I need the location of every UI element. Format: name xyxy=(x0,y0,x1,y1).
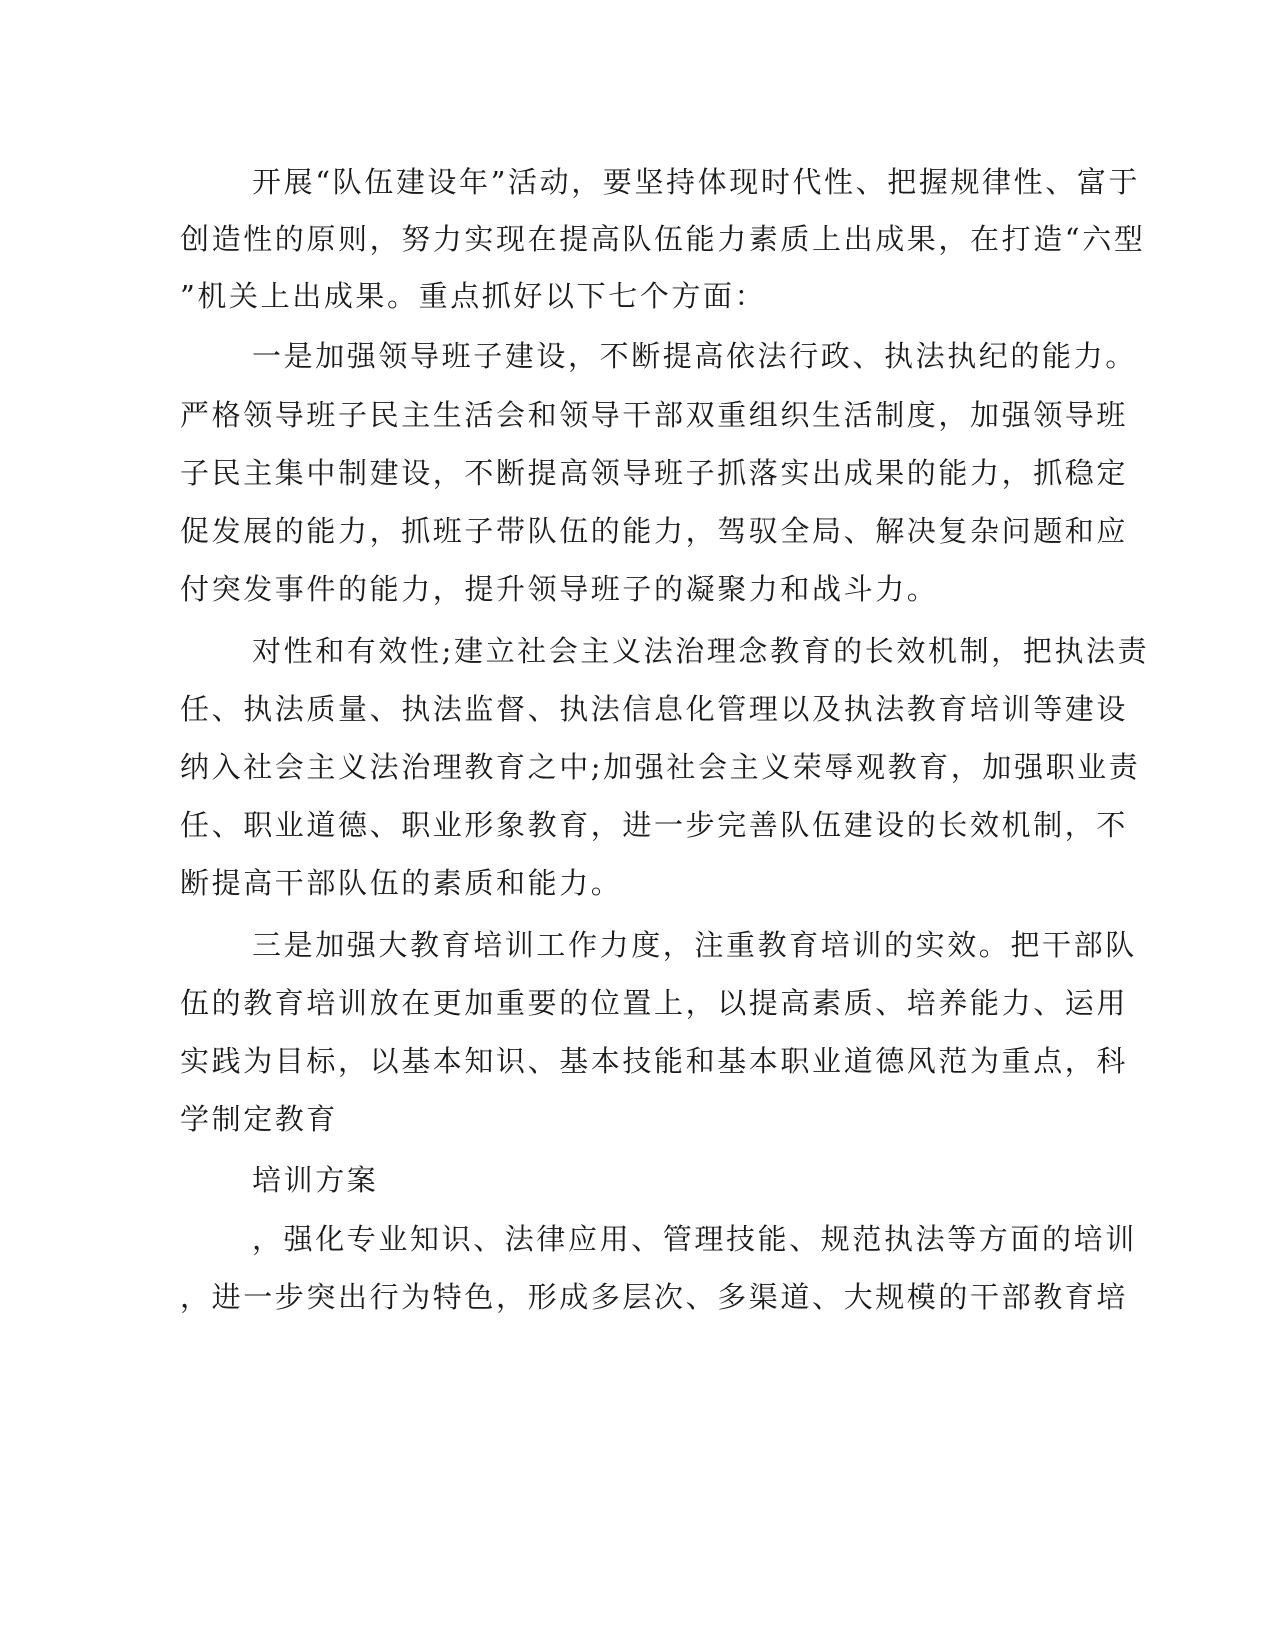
text-line: 培训方案 xyxy=(252,1163,379,1197)
text-line: 三是加强大教育培训工作力度，注重教育培训的实效。把干部队 xyxy=(252,928,1137,962)
text-line: ，进一步突出行为特色，形成多层次、多渠道、大规模的干部教育培 xyxy=(180,1280,1129,1314)
text-line: 任、执法质量、执法监督、执法信息化管理以及执法教育培训等建设 xyxy=(180,692,1129,726)
text-line: 促发展的能力，抓班子带队伍的能力，驾驭全局、解决复杂问题和应 xyxy=(180,514,1129,548)
text-line: 子民主集中制建设，不断提高领导班子抓落实出成果的能力，抓稳定 xyxy=(180,456,1129,490)
text-line: 学制定教育 xyxy=(180,1102,339,1136)
text-line: 断提高干部队伍的素质和能力。 xyxy=(180,866,623,900)
text-line: ”机关上出成果。重点抓好以下七个方面： xyxy=(180,279,767,313)
text-line: 开展“队伍建设年”活动，要坚持体现时代性、把握规律性、富于 xyxy=(252,165,1141,199)
text-line: 任、职业道德、职业形象教育，进一步完善队伍建设的长效机制，不 xyxy=(180,808,1129,842)
text-line: 伍的教育培训放在更加重要的位置上，以提高素质、培养能力、运用 xyxy=(180,986,1129,1020)
text-line: 严格领导班子民主生活会和领导干部双重组织生活制度，加强领导班 xyxy=(180,398,1129,432)
text-line: 一是加强领导班子建设，不断提高依法行政、执法执纪的能力。 xyxy=(252,339,1137,373)
text-line: 创造性的原则，努力实现在提高队伍能力素质上出成果，在打造“六型 xyxy=(180,222,1146,256)
text-line: ，强化专业知识、法律应用、管理技能、规范执法等方面的培训 xyxy=(252,1222,1137,1256)
text-line: 实践为目标，以基本知识、基本技能和基本职业道德风范为重点，科 xyxy=(180,1044,1129,1078)
text-line: 纳入社会主义法治理教育之中;加强社会主义荣辱观教育，加强职业责 xyxy=(180,750,1141,784)
text-line: 对性和有效性;建立社会主义法治理念教育的长效机制，把执法责 xyxy=(252,634,1150,668)
text-line: 付突发事件的能力，提升领导班子的凝聚力和战斗力。 xyxy=(180,572,939,606)
